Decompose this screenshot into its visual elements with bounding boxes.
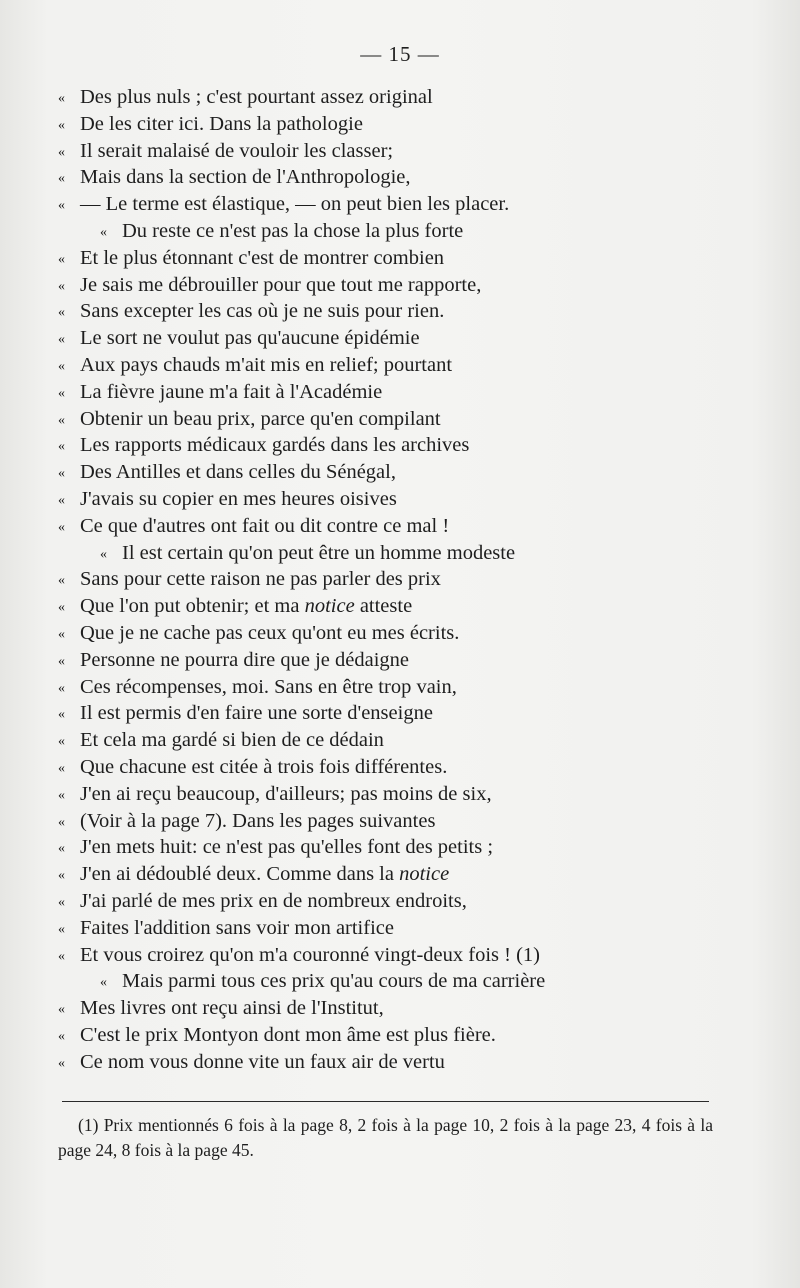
verse-text: Les rapports médicaux gardés dans les archives <box>80 434 470 457</box>
quote-mark: « <box>100 546 107 562</box>
quote-mark: « <box>58 573 65 589</box>
verse-text: Sans pour cette raison ne pas parler des prix <box>80 568 441 591</box>
quote-mark: « <box>58 868 65 884</box>
quote-mark: « <box>58 734 65 750</box>
verse-text: (Voir à la page 7). Dans les pages suivantes <box>80 809 436 832</box>
verse-text: Que je ne cache pas ceux qu'ont eu mes écrits. <box>80 621 460 644</box>
verse-line <box>58 834 758 861</box>
verse-line <box>58 781 758 808</box>
quote-mark: « <box>58 760 65 776</box>
verse-text: Sans excepter les cas où je ne suis pour rien. <box>80 300 445 323</box>
quote-mark: « <box>100 975 107 991</box>
quote-mark: « <box>58 814 65 830</box>
verse-block <box>58 84 758 1075</box>
quote-mark: « <box>58 439 65 455</box>
verse-line <box>58 406 758 433</box>
verse-line <box>58 727 758 754</box>
verse-line <box>58 432 758 459</box>
verse-line <box>58 191 758 218</box>
verse-line <box>58 111 758 138</box>
verse-line <box>58 915 758 942</box>
verse-line <box>58 620 758 647</box>
verse-text: Il est permis d'en faire une sorte d'enseigne <box>80 702 433 725</box>
quote-mark: « <box>58 466 65 482</box>
verse-text: Du reste ce n'est pas la chose la plus forte <box>122 219 464 242</box>
verse-line <box>58 164 758 191</box>
verse-text: Et vous croirez qu'on m'a couronné vingt-deux fois ! (1) <box>80 943 540 966</box>
verse-text: Que chacune est citée à trois fois différentes. <box>80 755 448 778</box>
verse-text: J'en ai dédoublé deux. Comme dans la notice <box>80 863 450 886</box>
verse-line <box>58 754 758 781</box>
verse-line <box>58 272 758 299</box>
verse-text: Mais parmi tous ces prix qu'au cours de ma carrière <box>122 970 546 993</box>
footnote: (1) Prix mentionnés 6 fois à la page 8, 2 fois à la page 10, 2 fois à la page 23, 4 fois à la page 24, 8 fois à la page 45. <box>58 1115 713 1160</box>
verse-line <box>58 138 758 165</box>
verse-text: Personne ne pourra dire que je dédaigne <box>80 648 410 671</box>
quote-mark: « <box>58 332 65 348</box>
quote-mark: « <box>58 841 65 857</box>
quote-mark: « <box>58 787 65 803</box>
verse-line <box>58 486 758 513</box>
quote-mark: « <box>58 91 65 106</box>
verse-text: De les citer ici. Dans la pathologie <box>80 112 363 135</box>
verse-text: J'en ai reçu beaucoup, d'ailleurs; pas moins de six, <box>80 782 492 805</box>
quote-mark: « <box>58 171 65 187</box>
quote-mark: « <box>58 385 65 401</box>
quote-mark: « <box>58 412 65 428</box>
verse-line <box>58 593 758 620</box>
verse-line <box>58 540 758 567</box>
verse-text: Des Antilles et dans celles du Sénégal, <box>80 461 396 484</box>
footnote-divider <box>62 1101 709 1102</box>
quote-mark: « <box>58 519 65 535</box>
verse-line <box>58 352 758 379</box>
verse-text: Que l'on put obtenir; et ma notice atteste <box>80 595 413 618</box>
quote-mark: « <box>58 358 65 374</box>
quote-mark: « <box>58 680 65 696</box>
quote-mark: « <box>58 492 65 508</box>
verse-line <box>58 674 758 701</box>
verse-text: Et le plus étonnant c'est de montrer combien <box>80 246 445 269</box>
verse-line <box>58 647 758 674</box>
verse-text: Il est certain qu'on peut être un homme modeste <box>122 541 516 564</box>
verse-text: Mais dans la section de l'Anthropologie, <box>80 166 411 189</box>
quote-mark: « <box>58 626 65 642</box>
verse-line <box>58 995 758 1022</box>
quote-mark: « <box>58 1055 65 1071</box>
quote-mark: « <box>58 144 65 160</box>
verse-text: Et cela ma gardé si bien de ce dédain <box>80 729 384 752</box>
verse-line <box>58 459 758 486</box>
verse-line <box>58 325 758 352</box>
verse-line <box>58 513 758 540</box>
quote-mark: « <box>100 224 107 240</box>
verse-line <box>58 888 758 915</box>
page-number: — 15 — <box>360 42 440 66</box>
verse-line <box>58 84 758 111</box>
verse-text: Obtenir un beau prix, parce qu'en compilant <box>80 407 441 430</box>
quote-mark: « <box>58 117 65 133</box>
verse-text: Il serait malaisé de vouloir les classer; <box>80 139 394 162</box>
verse-text: — Le terme est élastique, — on peut bien les placer. <box>80 193 510 216</box>
verse-text: Ces récompenses, moi. Sans en être trop vain, <box>80 675 457 698</box>
quote-mark: « <box>58 1028 65 1044</box>
verse-text: Ce que d'autres ont fait ou dit contre ce mal ! <box>80 514 450 537</box>
verse-line <box>58 942 758 969</box>
verse-text: Mes livres ont reçu ainsi de l'Institut, <box>80 997 384 1020</box>
quote-mark: « <box>58 1002 65 1018</box>
verse-line <box>58 245 758 272</box>
quote-mark: « <box>58 251 65 267</box>
quote-mark: « <box>58 707 65 723</box>
verse-line <box>58 968 758 995</box>
verse-text: Faites l'addition sans voir mon artifice <box>80 916 394 939</box>
verse-line <box>58 1049 758 1076</box>
verse-text: Aux pays chauds m'ait mis en relief; pourtant <box>80 353 453 376</box>
quote-mark: « <box>58 600 65 616</box>
verse-text: Ce nom vous donne vite un faux air de vertu <box>80 1050 445 1073</box>
quote-mark: « <box>58 921 65 937</box>
quote-mark: « <box>58 278 65 294</box>
verse-line <box>58 218 758 245</box>
verse-text: Des plus nuls ; c'est pourtant assez original <box>80 86 433 108</box>
verse-line <box>58 1022 758 1049</box>
verse-text: J'avais su copier en mes heures oisives <box>80 487 397 510</box>
verse-line <box>58 700 758 727</box>
verse-line <box>58 298 758 325</box>
verse-text: J'ai parlé de mes prix en de nombreux endroits, <box>80 889 467 912</box>
verse-text: Le sort ne voulut pas qu'aucune épidémie <box>80 327 420 350</box>
verse-line <box>58 861 758 888</box>
quote-mark: « <box>58 894 65 910</box>
quote-mark: « <box>58 948 65 964</box>
verse-line <box>58 379 758 406</box>
quote-mark: « <box>58 198 65 214</box>
verse-line <box>58 566 758 593</box>
verse-text: Je sais me débrouiller pour que tout me rapporte, <box>80 273 482 296</box>
verse-text: C'est le prix Montyon dont mon âme est plus fière. <box>80 1023 496 1046</box>
quote-mark: « <box>58 653 65 669</box>
verse-text: J'en mets huit: ce n'est pas qu'elles font des petits ; <box>80 836 494 859</box>
verse-text: La fièvre jaune m'a fait à l'Académie <box>80 380 383 403</box>
verse-line <box>58 808 758 835</box>
quote-mark: « <box>58 305 65 321</box>
